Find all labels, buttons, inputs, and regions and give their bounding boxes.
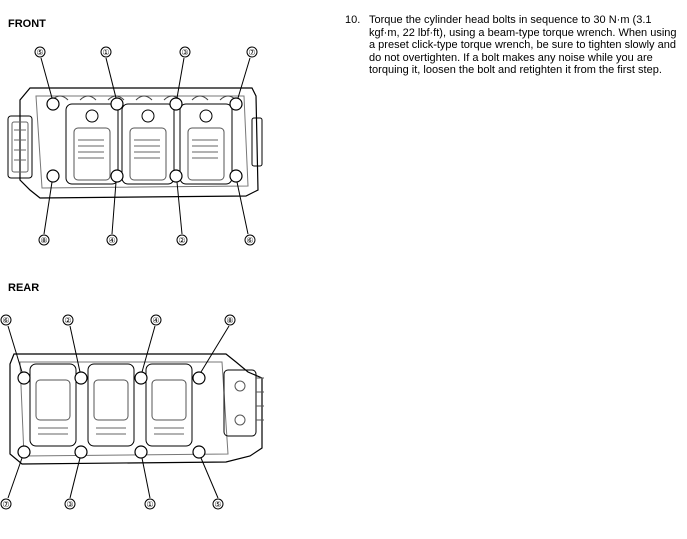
rear-bolt-1: [135, 446, 147, 458]
rear-bolt-8: [193, 372, 205, 384]
rear-callout-top: ⑥: [2, 316, 10, 325]
rear-cylinder-head: [1, 315, 264, 509]
front-callout-bottom: ⑧: [40, 236, 48, 245]
front-heading: FRONT: [8, 18, 46, 30]
front-bolt-1: [111, 98, 123, 110]
front-bolt-4: [111, 170, 123, 182]
front-bolt-2: [170, 170, 182, 182]
front-cylinder-bay: [122, 104, 174, 184]
front-bolt-6: [230, 170, 242, 182]
front-callout-top: ①: [102, 48, 110, 57]
front-callout-top: ⑦: [248, 48, 256, 57]
rear-cylinder-bay: [146, 364, 192, 446]
step-number: 10.: [345, 14, 361, 26]
rear-callout-bottom: ⑤: [214, 500, 222, 509]
rear-cylinder-bay: [88, 364, 134, 446]
front-cylinder-bay: [180, 104, 232, 184]
rear-callout-top: ②: [64, 316, 72, 325]
step-text: Torque the cylinder head bolts in sequence to 30 N·m (3.1 kgf·m, 22 lbf·ft), using a beam-type torque wrench. When using a preset click-type torque wrench, be sure to tighten slowly and do not overtighten. If a bolt makes any noise while you are torquing it, loosen the bolt and retighten it from the first step.: [369, 14, 677, 76]
rear-callout-bottom: ⑦: [2, 500, 10, 509]
rear-bolt-5: [193, 446, 205, 458]
rear-callout-top: ⑧: [226, 316, 234, 325]
front-callout-top: ③: [181, 48, 189, 57]
front-bolt-7: [230, 98, 242, 110]
front-bolt-8: [47, 170, 59, 182]
front-callout-bottom: ②: [178, 236, 186, 245]
front-bolt-3: [170, 98, 182, 110]
rear-bolt-6: [18, 372, 30, 384]
rear-cylinder-bay: [30, 364, 76, 446]
front-callout-top: ⑤: [36, 48, 44, 57]
rear-bolt-2: [75, 372, 87, 384]
front-cylinder-head: [8, 47, 262, 245]
rear-bolt-3: [75, 446, 87, 458]
rear-bolt-4: [135, 372, 147, 384]
rear-heading: REAR: [8, 282, 40, 294]
front-bolt-5: [47, 98, 59, 110]
front-callout-bottom: ④: [108, 236, 116, 245]
rear-callout-bottom: ③: [66, 500, 74, 509]
rear-bolt-7: [18, 446, 30, 458]
rear-callout-top: ④: [152, 316, 160, 325]
front-cylinder-bay: [66, 104, 118, 184]
front-callout-bottom: ⑥: [246, 236, 254, 245]
rear-callout-bottom: ①: [146, 500, 154, 509]
